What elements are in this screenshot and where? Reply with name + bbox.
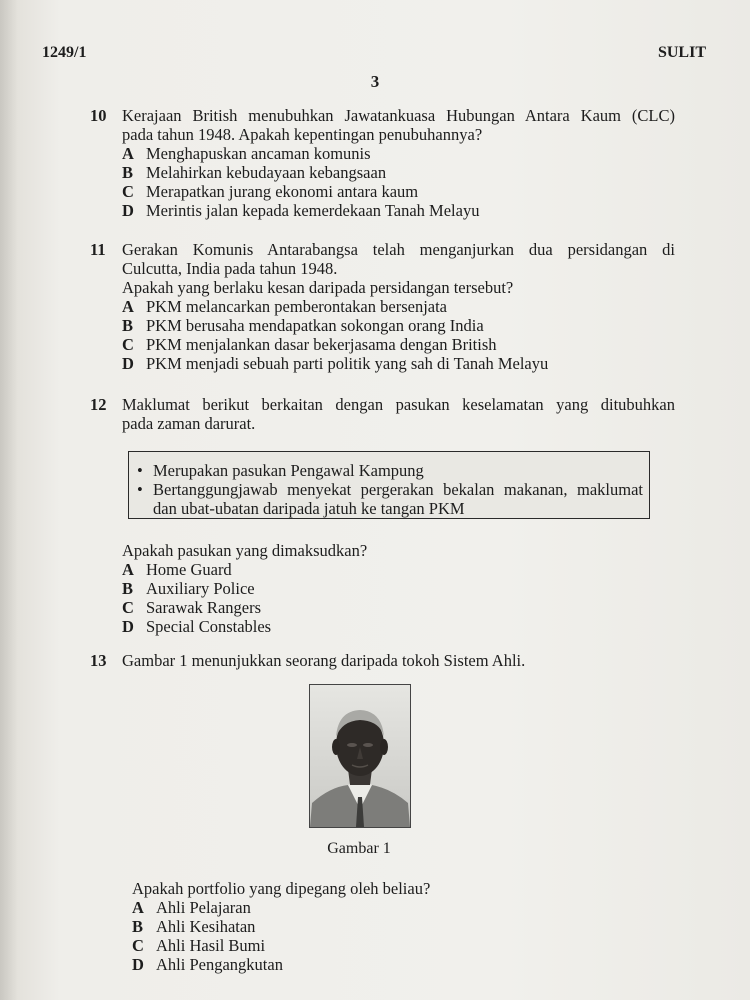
option-letter: A bbox=[122, 144, 134, 163]
paper-code: 1249/1 bbox=[42, 44, 87, 61]
question-12-answer-part bbox=[90, 541, 675, 636]
option-a[interactable] bbox=[122, 297, 675, 316]
page-number: 3 bbox=[370, 72, 380, 91]
question-stem-line: Gerakan Komunis Antarabangsa telah menganjurkan dua persidangan di bbox=[122, 240, 675, 259]
option-letter: B bbox=[122, 163, 134, 182]
info-line: Merupakan pasukan Pengawal Kampung bbox=[153, 461, 424, 480]
question-10 bbox=[90, 106, 675, 220]
option-letter: D bbox=[122, 201, 134, 220]
question-stem-line: Gambar 1 menunjukkan seorang daripada tokoh Sistem Ahli. bbox=[122, 651, 526, 670]
option-c[interactable] bbox=[132, 936, 675, 955]
question-11 bbox=[90, 240, 675, 373]
info-line: Bertanggungjawab menyekat pergerakan bekalan makanan, maklumat bbox=[153, 480, 643, 499]
options-list bbox=[122, 144, 675, 220]
option-letter: C bbox=[122, 182, 134, 201]
option-text: Ahli Pelajaran bbox=[156, 898, 251, 917]
option-d[interactable] bbox=[132, 955, 675, 974]
option-d[interactable] bbox=[122, 617, 675, 636]
option-letter: A bbox=[122, 297, 134, 316]
option-text: Ahli Hasil Bumi bbox=[156, 936, 266, 955]
option-text: Merintis jalan kepada kemerdekaan Tanah Melayu bbox=[146, 201, 480, 220]
question-stem-line: Culcutta, India pada tahun 1948. bbox=[122, 259, 338, 278]
option-b[interactable] bbox=[122, 316, 675, 335]
portrait-illustration bbox=[310, 685, 410, 827]
option-b[interactable] bbox=[122, 579, 675, 598]
classification-label: SULIT bbox=[657, 44, 706, 61]
option-c[interactable] bbox=[122, 335, 675, 354]
info-bullet-item bbox=[137, 461, 643, 480]
question-13-answer-part bbox=[90, 879, 675, 974]
option-letter: A bbox=[132, 898, 144, 917]
option-text: PKM menjalankan dasar bekerjasama dengan British bbox=[146, 335, 497, 354]
option-text: Special Constables bbox=[146, 617, 272, 636]
bullet-icon: • bbox=[137, 461, 143, 480]
question-number: 10 bbox=[90, 106, 107, 125]
information-box bbox=[128, 451, 650, 519]
option-text: PKM berusaha mendapatkan sokongan orang India bbox=[146, 316, 484, 335]
question-number: 11 bbox=[90, 240, 106, 259]
option-b[interactable] bbox=[132, 917, 675, 936]
photo-caption: Gambar 1 bbox=[327, 840, 391, 857]
bullet-icon: • bbox=[137, 480, 143, 499]
options-list bbox=[122, 297, 675, 373]
option-letter: B bbox=[122, 316, 134, 335]
option-a[interactable] bbox=[122, 560, 675, 579]
option-letter: C bbox=[122, 598, 134, 617]
option-letter: C bbox=[132, 936, 144, 955]
option-a[interactable] bbox=[122, 144, 675, 163]
option-text: Home Guard bbox=[146, 560, 232, 579]
option-letter: A bbox=[122, 560, 134, 579]
question-stem-line: pada zaman darurat. bbox=[122, 414, 256, 433]
info-bullet-item bbox=[137, 480, 643, 518]
option-c[interactable] bbox=[122, 182, 675, 201]
question-stem-line: Kerajaan British menubuhkan Jawatankuasa Hubungan Antara Kaum (CLC) bbox=[122, 106, 675, 125]
option-letter: D bbox=[122, 354, 134, 373]
option-letter: B bbox=[122, 579, 134, 598]
option-d[interactable] bbox=[122, 201, 675, 220]
option-text: Sarawak Rangers bbox=[146, 598, 262, 617]
question-number: 12 bbox=[90, 395, 107, 414]
question-prompt: Apakah portfolio yang dipegang oleh beliau? bbox=[132, 879, 431, 898]
question-number: 13 bbox=[90, 651, 107, 670]
option-text: Ahli Pengangkutan bbox=[156, 955, 283, 974]
option-letter: C bbox=[122, 335, 134, 354]
option-b[interactable] bbox=[122, 163, 675, 182]
question-stem-line: Maklumat berikut berkaitan dengan pasukan keselamatan yang ditubuhkan bbox=[122, 395, 675, 414]
question-stem-line: pada tahun 1948. Apakah kepentingan penubuhannya? bbox=[122, 125, 483, 144]
option-text: Melahirkan kebudayaan kebangsaan bbox=[146, 163, 387, 182]
info-line: dan ubat-ubatan daripada jatuh ke tangan PKM bbox=[153, 499, 465, 518]
option-text: PKM menjadi sebuah parti politik yang sah di Tanah Melayu bbox=[146, 354, 549, 373]
option-text: Ahli Kesihatan bbox=[156, 917, 256, 936]
option-text: Menghapuskan ancaman komunis bbox=[146, 144, 371, 163]
option-letter: D bbox=[122, 617, 134, 636]
question-12 bbox=[90, 395, 675, 433]
option-text: PKM melancarkan pemberontakan bersenjata bbox=[146, 297, 448, 316]
option-letter: D bbox=[132, 955, 144, 974]
option-letter: B bbox=[132, 917, 144, 936]
option-text: Auxiliary Police bbox=[146, 579, 255, 598]
question-prompt: Apakah pasukan yang dimaksudkan? bbox=[122, 541, 368, 560]
option-a[interactable] bbox=[132, 898, 675, 917]
question-13 bbox=[90, 651, 675, 670]
portrait-photo bbox=[309, 684, 411, 828]
option-c[interactable] bbox=[122, 598, 675, 617]
option-text: Merapatkan jurang ekonomi antara kaum bbox=[146, 182, 419, 201]
option-d[interactable] bbox=[122, 354, 675, 373]
question-stem-line: Apakah yang berlaku kesan daripada persidangan tersebut? bbox=[122, 278, 514, 297]
